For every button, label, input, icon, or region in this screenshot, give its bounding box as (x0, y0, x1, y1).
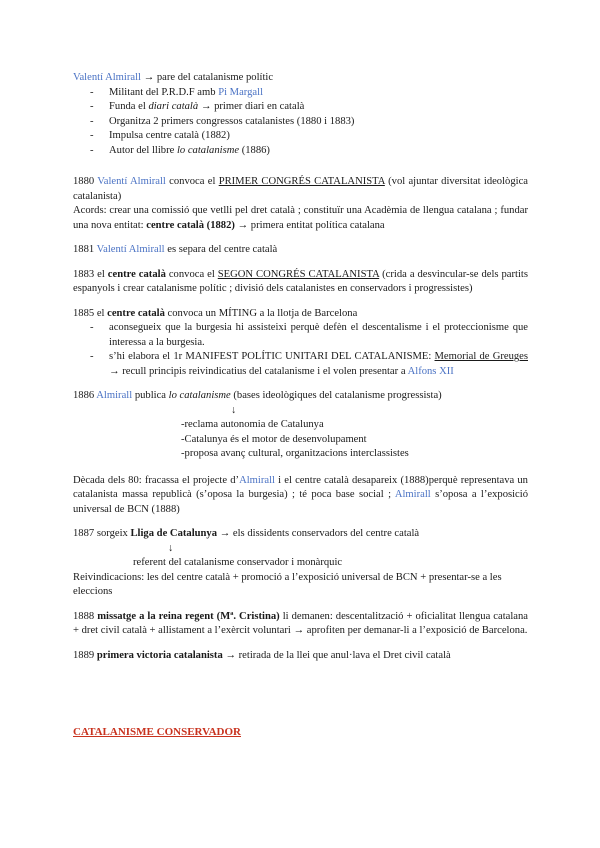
list-item: - Militant del P.R.D.F amb Pi Margall (90, 86, 528, 101)
second-congress: SEGON CONGRÉS CATALANISTA (217, 268, 380, 280)
list-item: -reclama autonomia de Catalunya (181, 419, 324, 430)
section-title-catalanisme-conservador: CATALANISME CONSERVADOR (73, 726, 241, 738)
list-item: - Funda el diari català → primer diari en català (90, 100, 528, 115)
paragraph-reivindicacions: Reivindicacions: les del centre català + promoció a l’exposició universal de BCN + presentar-se a les eleccions (73, 571, 502, 597)
intro-heading: Valentí Almirall → pare del catalanisme polític (73, 72, 274, 83)
memorial-de-greuges: Memorial de Greuges (434, 351, 528, 362)
miting-list (73, 321, 528, 379)
lliga-referent: referent del catalanisme conservador i monàrquic (133, 557, 343, 568)
paragraph-decade-80: Dècada dels 80: fracassa el projecte d’Almirall i el centre català desapareix (1888)perquè representava un catalanista massa republicà (s’oposa la burgesia) ; té poca base social ; Almirall s’oposa a l’exposició universal de BCN (1888) (73, 474, 528, 515)
paragraph-1887: 1887 sorgeix Lliga de Catalunya → els dissidents conservadors del centre català (73, 528, 420, 539)
paragraph-1881: 1881 Valentí Almirall es separa del centre català (73, 244, 278, 255)
list-item: - Autor del llibre lo catalanisme (1886) (90, 144, 528, 159)
paragraph-acords: Acords: crear una comissió que vetlli pel dret català ; constituïr una Acadèmia de llengua catalana ; fundar una nova entitat: centre català (1882) → primera entitat política catalana (73, 205, 528, 231)
down-arrow-icon: ↓ (168, 542, 174, 554)
paragraph-1880: 1880 Valentí Almirall convoca el PRIMER CONGRÉS CATALANISTA (vol ajuntar diversitat ideològica catalanista) (73, 176, 528, 202)
list-item: - Organitza 2 primers congressos catalanistes (1880 i 1883) (90, 115, 528, 130)
list-item: -proposa avanç cultural, organitzacions interclassistes (181, 448, 409, 459)
almirall-name: Valentí Almirall (73, 72, 141, 83)
list-item: - s’hi elabora el 1r MANIFEST POLÍTIC UNITARI DEL CATALANISME: Memorial de Greuges → recull principis reivindicatius del catalanisme i el volen presentar a Alfons XII (90, 350, 528, 379)
catalanisme-points (73, 418, 528, 462)
paragraph-1886: 1886 Almirall publica lo catalanisme (bases ideològiques del catalanisme progressista) (73, 390, 442, 401)
paragraph-1885: 1885 el centre català convoca un MÍTING a la llotja de Barcelona (73, 307, 358, 319)
list-item: -Catalunya és el motor de desenvolupament (181, 433, 367, 445)
list-item: - Impulsa centre català (1882) (90, 129, 528, 144)
paragraph-1883: 1883 el centre català convoca el SEGON CONGRÉS CATALANISTA (crida a desvincular-se dels partits espanyols i crear catalanisme polític ; divisió dels catalanistes en conservadors i progressistes) (73, 268, 528, 294)
first-congress: PRIMER CONGRÉS CATALANISTA (218, 176, 385, 187)
paragraph-1888: 1888 missatge a la reina regent (Mª. Cristina) li demanen: descentalització + oficialitat llengua catalana + dret civil català + allistament a l’exèrcit voluntari → aprofiten per demanar-li a l’exposició de Barcelona. (73, 610, 528, 636)
list-item: - aconsegueix que la burgesia hi assisteixi perquè defèn el descentalisme i el proteccionisme que interessa a la burgesia. (90, 321, 528, 350)
down-arrow-icon: ↓ (231, 404, 237, 416)
paragraph-1889: 1889 primera victoria catalanista → retirada de la llei que anul·lava el Dret civil català (73, 649, 451, 661)
document-content (73, 71, 528, 740)
intro-list (73, 86, 528, 159)
